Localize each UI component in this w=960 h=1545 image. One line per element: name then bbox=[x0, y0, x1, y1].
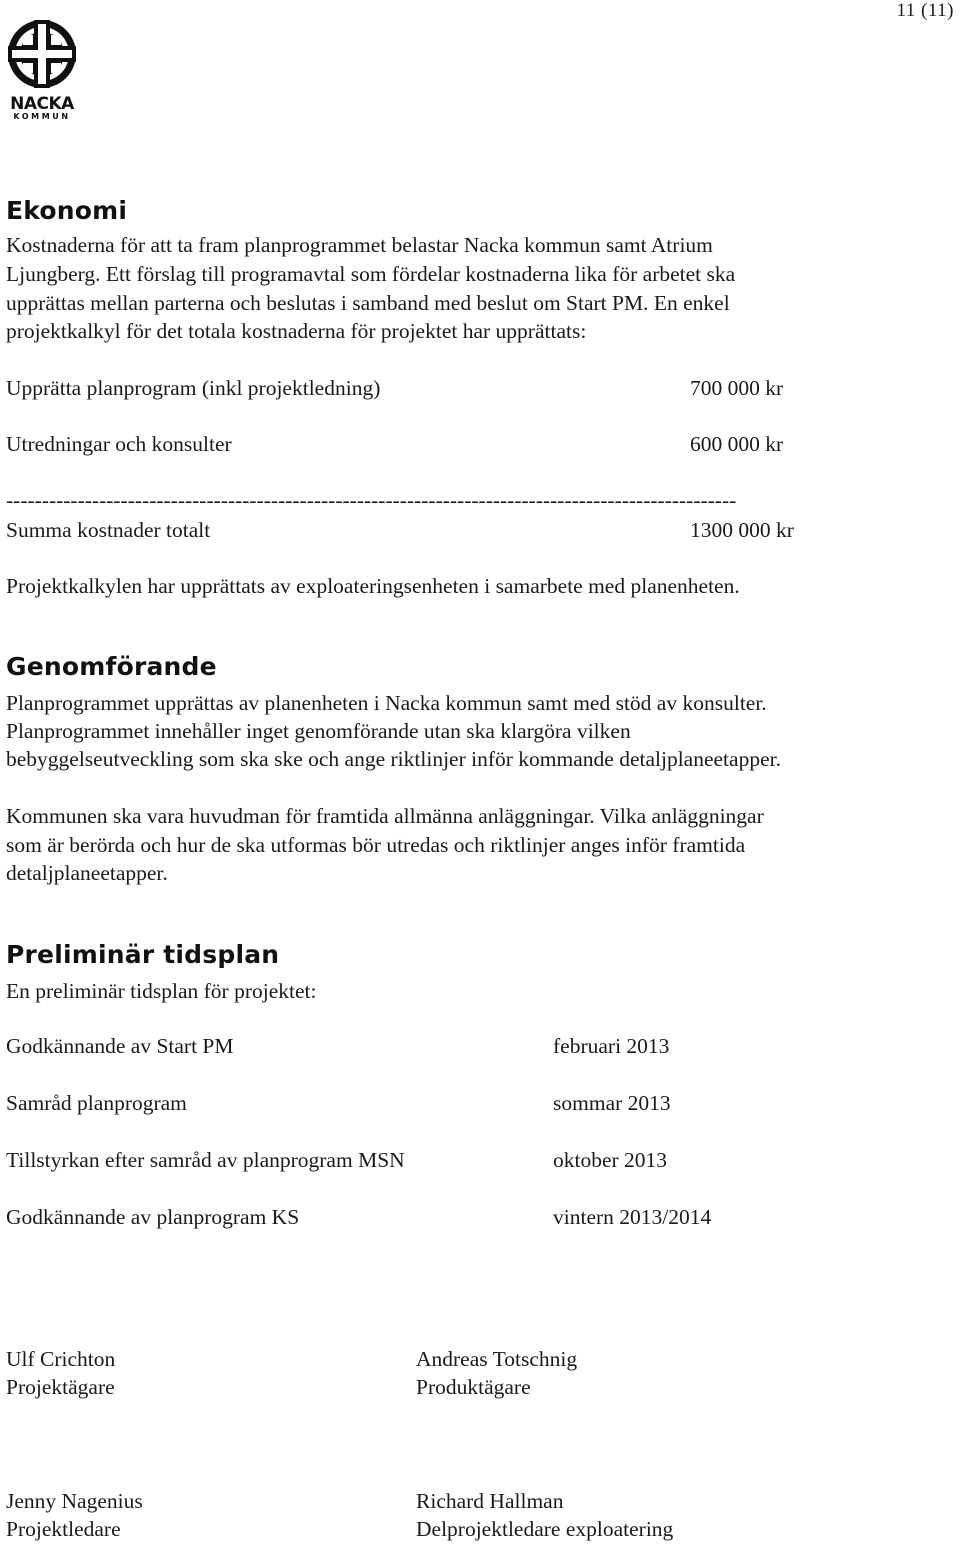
heading-genomforande: Genomförande bbox=[6, 652, 217, 681]
ekonomi-line-3: upprättas mellan parterna och beslutas i samband med beslut om Start PM. En enkel bbox=[6, 291, 730, 315]
tidsplan-date-4: vintern 2013/2014 bbox=[553, 1205, 712, 1229]
tidsplan-date-3: oktober 2013 bbox=[553, 1148, 668, 1172]
heading-tidsplan: Preliminär tidsplan bbox=[6, 940, 280, 969]
cost-amount-2: 600 000 kr bbox=[690, 432, 784, 456]
signature-name-1: Ulf Crichton bbox=[6, 1347, 116, 1371]
cost-label-2: Utredningar och konsulter bbox=[6, 432, 232, 456]
tidsplan-label-2: Samråd planprogram bbox=[6, 1091, 187, 1115]
genomforande-line-5: som är berörda och hur de ska utformas bör utredas och riktlinjer anges inför framtida bbox=[6, 833, 746, 857]
cost-amount-1: 700 000 kr bbox=[690, 376, 784, 400]
tidsplan-date-2: sommar 2013 bbox=[553, 1091, 671, 1115]
ekonomi-line-2: Ljungberg. Ett förslag till programavtal som fördelar kostnaderna lika för arbetet ska bbox=[6, 262, 736, 286]
ekonomi-line-1: Kostnaderna för att ta fram planprogrammet belastar Nacka kommun samt Atrium bbox=[6, 233, 713, 257]
tidsplan-intro: En preliminär tidsplan för projektet: bbox=[6, 979, 317, 1003]
total-amount: 1300 000 kr bbox=[690, 518, 794, 542]
signature-role-3: Projektledare bbox=[6, 1517, 121, 1541]
separator-line: ------------------------------------------------------------------------------------------------------ bbox=[6, 488, 737, 512]
signature-name-3: Jenny Nagenius bbox=[6, 1489, 143, 1513]
logo-subtitle: KOMMUN bbox=[13, 112, 71, 121]
genomforande-line-6: detaljplaneetapper. bbox=[6, 861, 168, 885]
calculation-note: Projektkalkylen har upprättats av exploateringsenheten i samarbete med planenheten. bbox=[6, 574, 740, 598]
cost-label-1: Upprätta planprogram (inkl projektledning) bbox=[6, 376, 381, 400]
genomforande-line-3: bebyggelseutveckling som ska ske och ange riktlinjer inför kommande detaljplaneetapper. bbox=[6, 747, 781, 771]
genomforande-line-4: Kommunen ska vara huvudman för framtida allmänna anläggningar. Vilka anläggningar bbox=[6, 804, 764, 828]
signature-role-4: Delprojektledare exploatering bbox=[416, 1517, 674, 1541]
tidsplan-label-3: Tillstyrkan efter samråd av planprogram MSN bbox=[6, 1148, 405, 1172]
genomforande-line-1: Planprogrammet upprättas av planenheten i Nacka kommun samt med stöd av konsulter. bbox=[6, 691, 767, 715]
signature-role-1: Projektägare bbox=[6, 1375, 115, 1399]
heading-ekonomi: Ekonomi bbox=[6, 196, 128, 225]
genomforande-line-2: Planprogrammet innehåller inget genomförande utan ska klargöra vilken bbox=[6, 719, 631, 743]
tidsplan-label-1: Godkännande av Start PM bbox=[6, 1034, 234, 1058]
signature-role-2: Produktägare bbox=[416, 1375, 531, 1399]
tidsplan-label-4: Godkännande av planprogram KS bbox=[6, 1205, 300, 1229]
signature-name-2: Andreas Totschnig bbox=[416, 1347, 578, 1371]
signature-name-4: Richard Hallman bbox=[416, 1489, 564, 1513]
tidsplan-date-1: februari 2013 bbox=[553, 1034, 670, 1058]
ekonomi-line-4: projektkalkyl för det totala kostnaderna för projektet har upprättats: bbox=[6, 319, 587, 343]
total-label: Summa kostnader totalt bbox=[6, 518, 211, 542]
page-number: 11 (11) bbox=[896, 0, 954, 21]
logo-name: NACKA bbox=[10, 94, 74, 114]
